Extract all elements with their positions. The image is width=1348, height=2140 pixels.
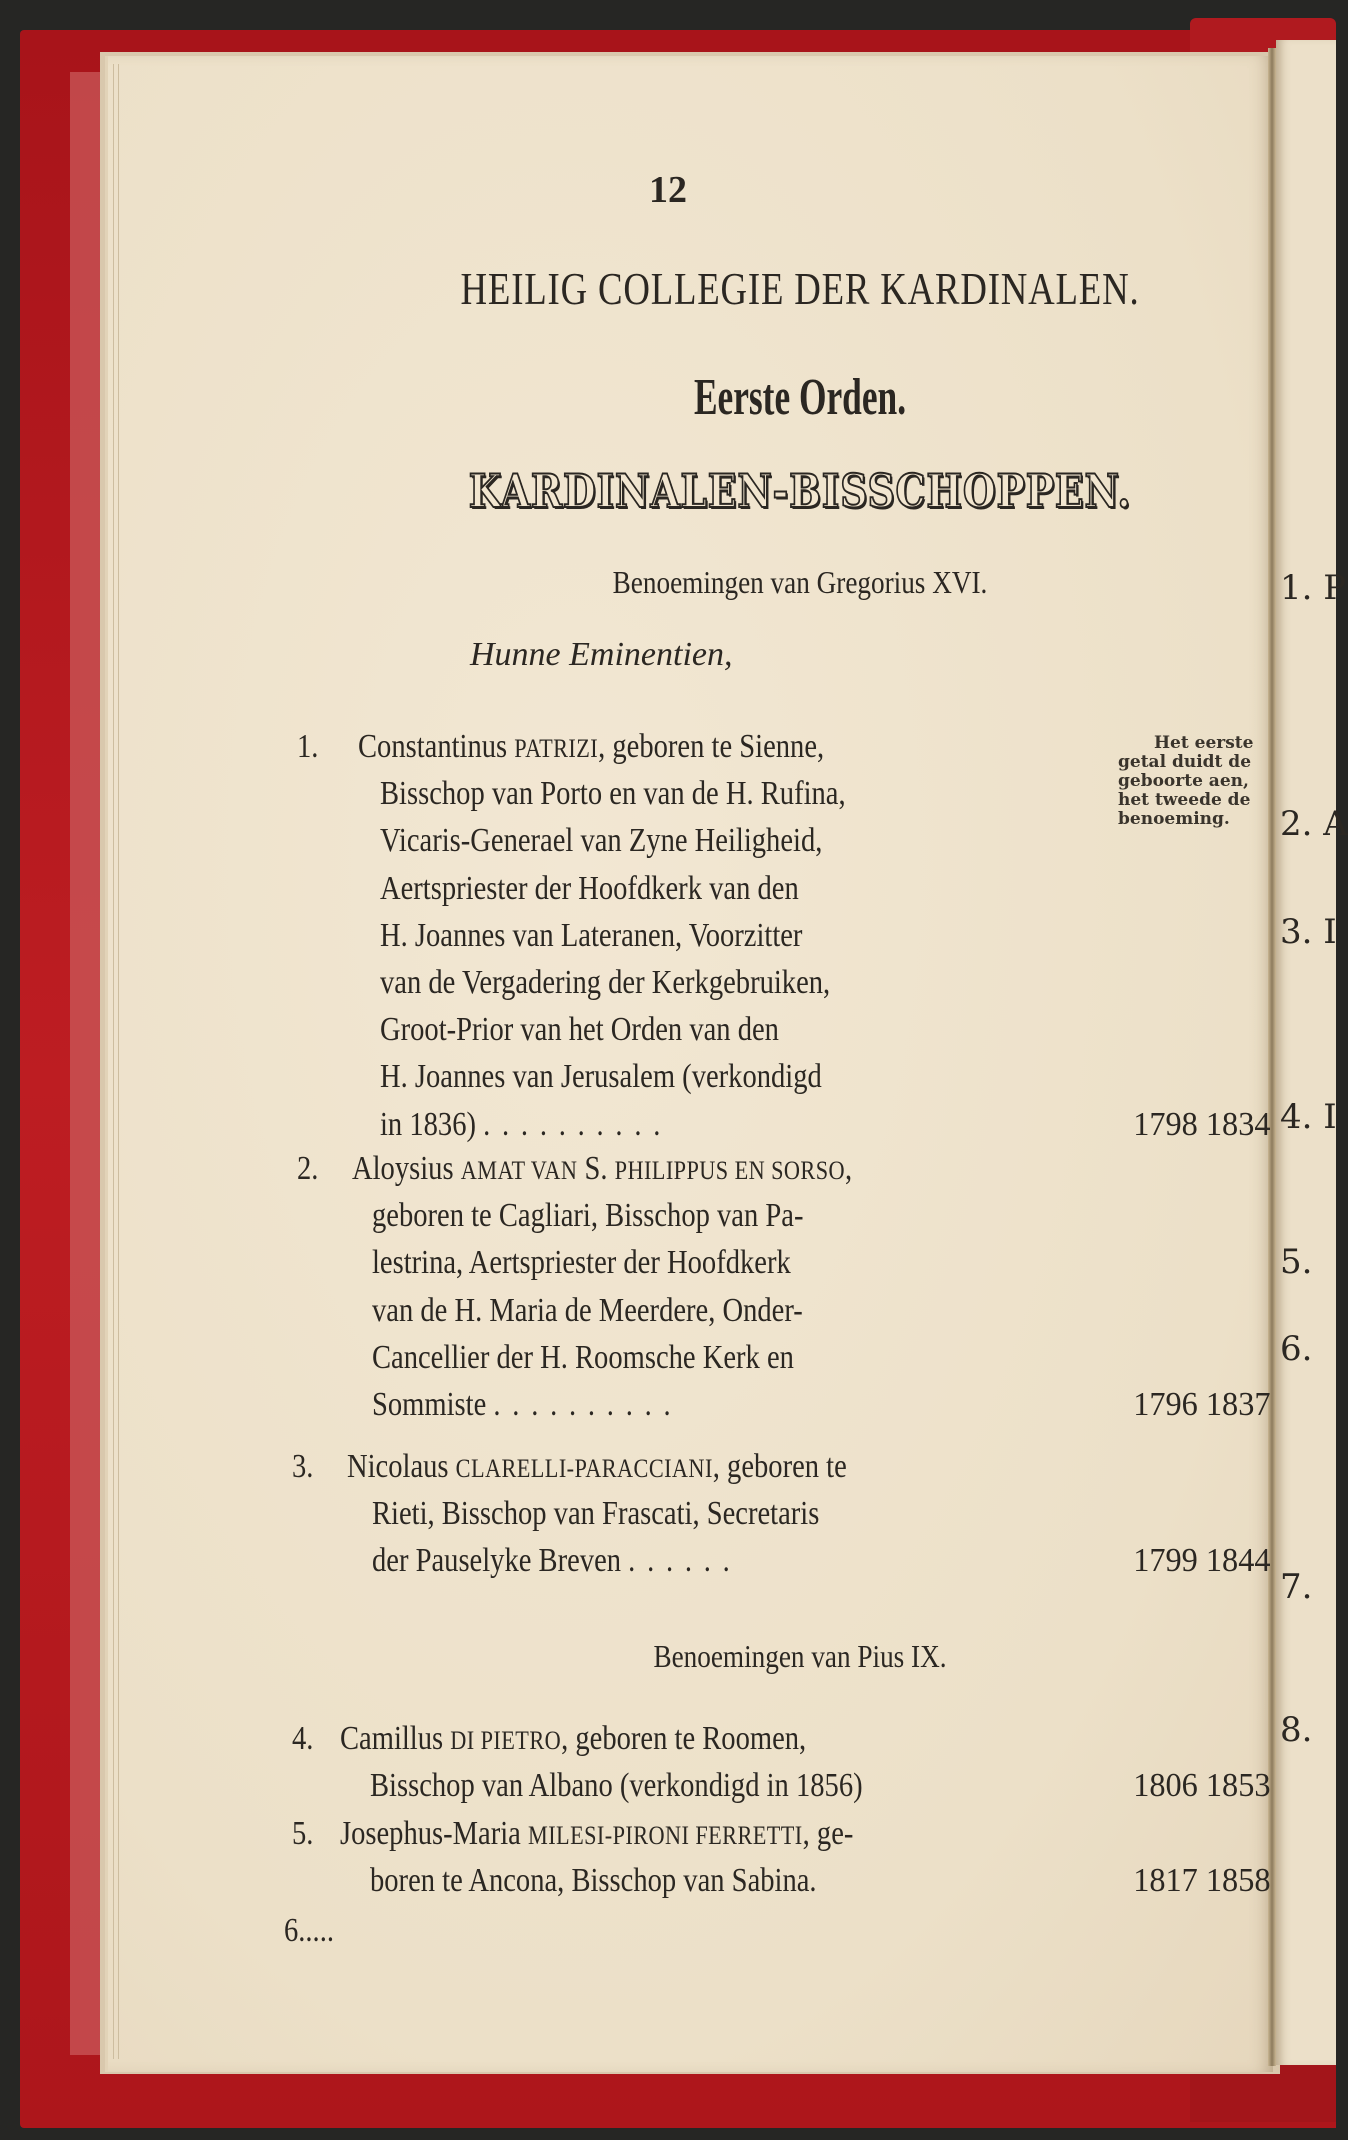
birth-year: 1798 <box>1132 1106 1198 1143</box>
side-note <box>1118 734 1273 829</box>
entry-line <box>380 870 799 908</box>
entry-line <box>372 1292 803 1330</box>
facing-page-number: 3. I <box>1280 912 1337 952</box>
entry-text: , <box>845 1150 853 1187</box>
appointment-year: 1853 <box>1205 1767 1270 1804</box>
salutation: Hunne Eminentien, <box>470 636 733 673</box>
subtitle: Eerste Orden. <box>693 369 907 426</box>
entry-text: lestrina, Aertspriester der Hoofdkerk <box>372 1244 791 1281</box>
entry-years <box>1133 1767 1270 1805</box>
entry-text: H. Joannes van Jerusalem (verkondigd <box>380 1058 822 1095</box>
entry-number: 4. <box>292 1720 314 1757</box>
birth-year: 1799 <box>1132 1542 1198 1579</box>
appointments-heading-gregorius: Benoemingen van Gregorius XVI. <box>612 564 988 600</box>
entry-line <box>380 1058 822 1096</box>
entry-text: H. Joannes van Lateranen, Voorzitter <box>380 917 803 954</box>
entry-number: 5. <box>292 1815 314 1852</box>
entry-text: Bisschop van Porto en van de H. Rufina, <box>380 775 846 812</box>
entry-text: van de Vergadering der Kerkgebruiken, <box>380 964 831 1001</box>
entry-line <box>340 1815 853 1853</box>
facing-page-number: 4. I <box>1280 1097 1337 1137</box>
gutter <box>1268 48 1276 2066</box>
appointments-heading-pius: Benoemingen van Pius IX. <box>653 1638 947 1674</box>
entry-text: in 1836) <box>380 1106 476 1143</box>
entry-text: Rieti, Bisschop van Frascati, Secretaris <box>372 1495 820 1532</box>
entry-text: , geboren te Sienne, <box>598 728 825 765</box>
birth-year: 1796 <box>1132 1386 1198 1423</box>
page-title: HEILIG COLLEGIE DER KARDINALEN. <box>460 263 1140 314</box>
entry-number: 3. <box>292 1448 314 1485</box>
surname: DI PIETRO <box>450 1725 562 1755</box>
entry-text: Bisschop van Albano (verkondigd in 1856) <box>370 1767 863 1804</box>
entry-line <box>372 1542 742 1580</box>
entry-text: boren te Ancona, Bisschop van Sabina. <box>370 1862 817 1899</box>
entry-years <box>1133 1542 1270 1580</box>
entry-text: Groot-Prior van het Orden van den <box>380 1011 779 1048</box>
entry-text: Vicaris-Generael van Zyne Heiligheid, <box>380 822 823 859</box>
entry-text: Aertspriester der Hoofdkerk van den <box>380 870 799 907</box>
entry-line <box>380 822 822 860</box>
facing-page-number: 5. <box>1280 1242 1313 1282</box>
facing-page-number: 7. <box>1280 1567 1313 1607</box>
surname: AMAT VAN <box>460 1155 578 1185</box>
entry-line <box>370 1767 863 1805</box>
surname: MILESI-PIRONI FERRETTI <box>527 1820 803 1850</box>
page-edge <box>113 64 114 2059</box>
entry-line <box>380 1106 672 1144</box>
entry-line <box>372 1495 819 1533</box>
entry-years <box>1133 1386 1270 1424</box>
appointment-year: 1844 <box>1205 1542 1270 1579</box>
surname: CLARELLI-PARACCIANI <box>455 1453 713 1483</box>
entry-years <box>1133 1862 1270 1900</box>
birth-year: 1817 <box>1132 1862 1198 1899</box>
entry-text: geboren te Cagliari, Bisschop van Pa- <box>372 1197 804 1234</box>
side-note-line: Het eerste <box>1154 733 1254 753</box>
entry-text: der Pauselyke Breven <box>372 1542 622 1579</box>
entry-line <box>380 1011 779 1049</box>
leader-dots: .......... <box>483 1106 673 1143</box>
entry-text: , geboren te Roomen, <box>561 1720 807 1757</box>
entry-number: 2. <box>297 1150 319 1187</box>
facing-page-number: 8. <box>1280 1710 1313 1750</box>
page-number: 12 <box>649 169 687 211</box>
appointment-year: 1858 <box>1205 1862 1270 1899</box>
page-edge <box>118 64 119 2059</box>
birth-year: 1806 <box>1132 1767 1198 1804</box>
entry-years <box>1133 1106 1270 1144</box>
appointment-year: 1837 <box>1205 1386 1270 1423</box>
entry-text: Josephus-Maria <box>340 1815 528 1852</box>
entry-text: S. <box>577 1150 615 1187</box>
entry-line <box>372 1244 791 1282</box>
facing-page <box>1276 40 1348 2065</box>
section-title: KARDINALEN-BISSCHOPPEN. <box>468 464 1132 518</box>
entry-line <box>370 1862 817 1900</box>
side-note-line: getal duidt de <box>1118 752 1252 772</box>
entry-line <box>340 1720 806 1758</box>
entry-line <box>347 1448 847 1486</box>
entry-text: , geboren te <box>712 1448 847 1485</box>
entry-text: Aloysius <box>352 1150 461 1187</box>
entry-line <box>372 1197 803 1235</box>
facing-page-number: 2. A <box>1280 804 1348 844</box>
facing-page-number: 1. P <box>1280 568 1347 608</box>
entry-text: , ge- <box>802 1815 854 1852</box>
entry-text: Nicolaus <box>347 1448 456 1485</box>
entry-text: van de H. Maria de Meerdere, Onder- <box>372 1292 803 1329</box>
side-note-line: het tweede de <box>1118 790 1251 810</box>
entry-line <box>380 917 802 955</box>
entry-text: Camillus <box>340 1720 451 1757</box>
facing-page-number: 6. <box>1280 1329 1313 1369</box>
entry-text: Cancellier der H. Roomsche Kerk en <box>372 1339 794 1376</box>
leader-dots: ...... <box>628 1542 742 1579</box>
entry-line <box>380 964 830 1002</box>
entry-line <box>358 728 824 766</box>
entry-line <box>372 1386 682 1424</box>
entry-text: Sommiste <box>372 1386 487 1423</box>
leader-dots: .......... <box>493 1386 683 1423</box>
side-note-line: geboorte aen, <box>1118 771 1249 791</box>
entry-number: 1. <box>297 728 319 765</box>
entry-number: 6..... <box>284 1912 334 1949</box>
side-note-line: benoeming. <box>1118 809 1230 829</box>
entry-line <box>372 1339 794 1377</box>
entry-line <box>352 1150 852 1188</box>
appointment-year: 1834 <box>1205 1106 1270 1143</box>
surname: PATRIZI <box>514 733 599 763</box>
surname: PHILIPPUS EN SORSO <box>614 1155 846 1185</box>
entry-text: Constantinus <box>358 728 515 765</box>
entry-line <box>380 775 846 813</box>
